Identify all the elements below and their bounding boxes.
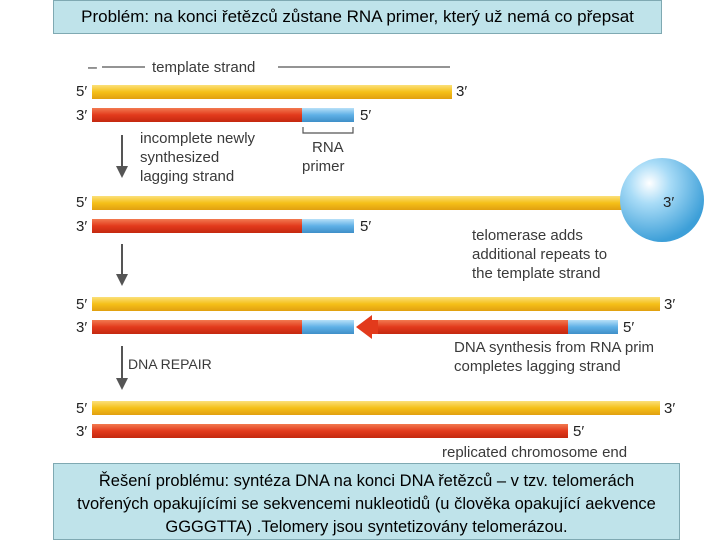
step-arrow-1-head — [116, 166, 128, 178]
new-dna-segment — [378, 320, 568, 334]
end-3-row1-top: 3′ — [456, 83, 468, 100]
step-arrow-2-head — [116, 274, 128, 286]
end-3-row4-top: 3′ — [664, 400, 676, 417]
end-5-row3-top: 5′ — [76, 296, 88, 313]
label-synthesis-1: DNA synthesis from RNA prim — [454, 339, 655, 356]
template-strand-4 — [92, 401, 660, 415]
end-3-row2-top: 3′ — [663, 194, 675, 211]
end-3-row4-bottom: 3′ — [76, 423, 88, 440]
label-rna: RNA — [312, 139, 344, 156]
rna-primer-new — [568, 320, 618, 334]
end-5-row4-bottom: 5′ — [573, 423, 585, 440]
end-5-row1-bottom: 5′ — [360, 107, 372, 124]
lagging-strand-4 — [92, 424, 568, 438]
label-telomerase-3: the template strand — [472, 265, 601, 282]
lagging-strand-1 — [92, 108, 302, 122]
label-template-strand: template strand — [152, 59, 256, 76]
label-synthesis-2: completes lagging strand — [454, 358, 621, 375]
new-dna-arrowhead — [356, 315, 378, 339]
end-3-row3-bottom: 3′ — [76, 319, 88, 336]
dash-mark: – — [88, 59, 97, 76]
template-strand-2 — [92, 196, 660, 210]
end-3-row2-bottom: 3′ — [76, 218, 88, 235]
label-incomplete-2: synthesized — [140, 149, 220, 166]
end-5-row2-bottom: 5′ — [360, 218, 372, 235]
end-5-row4-top: 5′ — [76, 400, 88, 417]
end-3-row1-bottom: 3′ — [76, 107, 88, 124]
rna-primer-2 — [302, 219, 354, 233]
end-5-row2-top: 5′ — [76, 194, 88, 211]
rna-primer-3 — [302, 320, 354, 334]
template-strand-1 — [92, 85, 452, 99]
solution-panel — [53, 463, 680, 540]
end-5-row1-top: 5′ — [76, 83, 88, 100]
rna-primer-1 — [302, 108, 354, 122]
rna-primer-bracket — [303, 127, 353, 133]
label-telomerase-1: telomerase adds — [472, 227, 583, 244]
end-5-row3-bottom: 5′ — [623, 319, 635, 336]
step-arrow-3-head — [116, 378, 128, 390]
template-strand-3 — [92, 297, 660, 311]
label-dna-repair: DNA REPAIR — [128, 356, 212, 372]
label-telomerase-2: additional repeats to — [472, 246, 608, 263]
label-primer: primer — [302, 158, 345, 175]
lagging-strand-2 — [92, 219, 302, 233]
page-title: Problém: na konci řetězců zůstane RNA primer, který už nemá co přepsat — [81, 7, 634, 26]
label-replicated: replicated chromosome end — [442, 444, 628, 461]
telomerase-sphere — [620, 158, 704, 242]
label-incomplete-1: incomplete newly — [140, 130, 256, 147]
end-3-row3-top: 3′ — [664, 296, 676, 313]
lagging-strand-3 — [92, 320, 302, 334]
solution-text: Řešení problému: syntéza DNA na konci DNA řetězců – v tzv. telomerách tvořených opakujícími se sekvencemi nukleotidů (u člověka opakující aekvence GGGGTTA) .Telomery jsou syntetizovány telomerázou. — [77, 472, 656, 536]
label-incomplete-3: lagging strand — [140, 168, 235, 185]
